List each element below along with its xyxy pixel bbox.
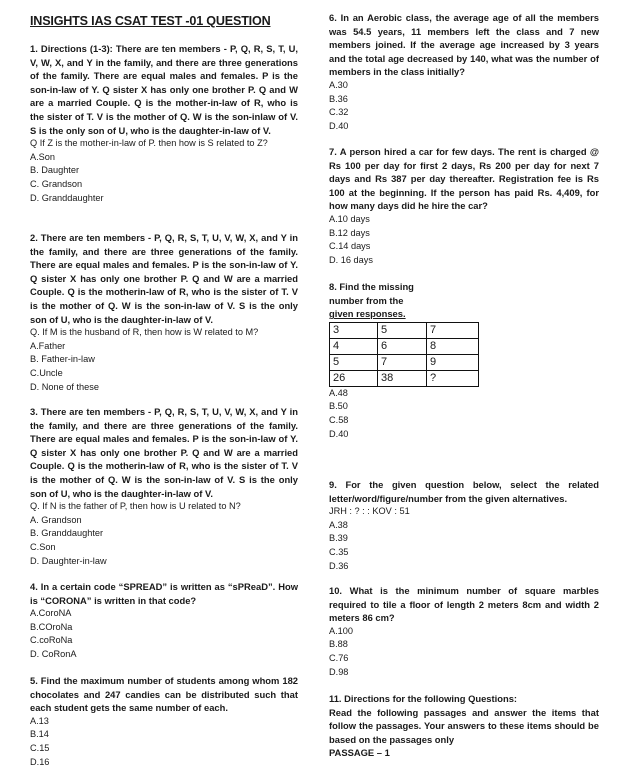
option-b: B.36 <box>329 93 348 104</box>
option-c: C.32 <box>329 107 349 118</box>
question-stem-line: number from the <box>329 294 404 306</box>
question-stem: 9. For the given question below, select the related letter/word/figure/number from the given alternatives. <box>329 479 599 504</box>
option-c: C.35 <box>329 546 349 557</box>
question-5 <box>30 674 298 769</box>
option-d: D. Granddaughter <box>30 192 104 203</box>
question-prompt: Q. If M is the husband of R, then how is W related to M? <box>30 327 259 338</box>
option-a: A.CoroNA <box>30 608 72 619</box>
option-a: A.13 <box>30 715 49 726</box>
question-stem: 4. In a certain code “SPREAD” is written as “sPReaD”. How is “CORONA” is written in that code? <box>30 581 298 606</box>
option-b: B. Father-in-law <box>30 354 95 365</box>
page-title: INSIGHTS IAS CSAT TEST -01 QUESTION <box>30 14 271 28</box>
grid-cell: 9 <box>427 354 479 370</box>
question-9 <box>329 478 599 573</box>
option-d: D.36 <box>329 560 349 571</box>
question-stem: 10. What is the minimum number of square marbles required to tile a floor of length 2 meters 8cm and width 2 meters 86 cm? <box>329 585 599 624</box>
question-stem-line: given responses. <box>329 308 406 320</box>
option-c: C.58 <box>329 414 349 425</box>
grid-cell: 8 <box>427 338 479 354</box>
question-stem: 1. Directions (1-3): There are ten members - P, Q, R, S, T, U, V, W, X, and Y in the family, and there are three generations of the family. There are equal males and females. P is the son-in-law of Y. Q sister X has only one brother P. Q and W are a married Couple. Q is the mother-in-law of R, who is the sister of T. V is the mother of Q. W is the son-inlaw of V. S is the only son of U, who is the daughter-in-law of V. <box>30 43 298 136</box>
option-b: B. Granddaughter <box>30 528 104 539</box>
grid-cell: 4 <box>330 338 378 354</box>
question-stem: 6. In an Aerobic class, the average age of all the members was 54.5 years, 11 members left the class and 7 new members joined. If the average age increased by 3 years and the total age decreased by 140, what was the number of members in the class initially? <box>329 12 599 78</box>
question-7 <box>329 145 599 267</box>
option-c: C.14 days <box>329 241 371 252</box>
option-c: C.76 <box>329 652 349 663</box>
option-b: B.39 <box>329 533 348 544</box>
option-c: C.Uncle <box>30 367 63 378</box>
question-10 <box>329 584 599 679</box>
option-a: A.30 <box>329 79 348 90</box>
option-d: D. CoRonA <box>30 648 77 659</box>
option-a: A.10 days <box>329 213 370 224</box>
question-8 <box>329 280 599 441</box>
grid-row <box>330 338 479 354</box>
option-a: A.100 <box>329 625 354 636</box>
option-b: B.14 <box>30 729 49 740</box>
option-d: D.40 <box>329 428 349 439</box>
grid-cell: 6 <box>378 338 427 354</box>
option-a: A.38 <box>329 519 348 530</box>
option-a: A. Grandson <box>30 514 82 525</box>
grid-cell: 7 <box>378 354 427 370</box>
passage-label: PASSAGE – 1 <box>329 747 390 759</box>
option-b: B.88 <box>329 639 348 650</box>
option-d: D.16 <box>30 756 50 767</box>
grid-cell: 3 <box>330 322 378 338</box>
question-prompt: Q If Z is the mother-in-law of P. then how is S related to Z? <box>30 138 268 149</box>
question-6 <box>329 11 599 133</box>
option-a: A.48 <box>329 387 348 398</box>
option-b: B.50 <box>329 401 348 412</box>
option-d: D. 16 days <box>329 254 373 265</box>
option-d: D. Daughter-in-law <box>30 555 107 566</box>
grid-row <box>330 370 479 386</box>
option-d: D. None of these <box>30 381 99 392</box>
option-c: C.Son <box>30 541 56 552</box>
option-c: C. Grandson <box>30 178 83 189</box>
grid-cell: 26 <box>330 370 378 386</box>
option-c: C.15 <box>30 742 50 753</box>
question-stem: 3. There are ten members - P, Q, R, S, T, U, V, W, X, and Y in the family, and there are three generations of the family. There are equal males and females. P is the son-in-law of Y. Q sister X has only one brother P. Q and W are a married Couple. Q is the motherin-law of R, who is the sister of T. V is the mother of Q. W is the son-in-law of V. S is the only son of U, who is the daughter-in-law of V. <box>30 406 298 499</box>
question-3 <box>30 405 298 568</box>
grid-cell: 5 <box>330 354 378 370</box>
question-stem: Read the following passages and answer the items that follow the passages. Your answers to these items should be based on the passages only <box>329 706 599 745</box>
grid-cell: ? <box>427 370 479 386</box>
grid-row <box>330 354 479 370</box>
question-stem: 2. There are ten members - P, Q, R, S, T, U, V, W, X, and Y in the family, and there are three generations of the family. There are equal males and females. P is the son-in-law of Y. Q sister X has only one brother P. Q and W are a married Couple. Q is the motherin-law of R, who is the sister of T. V is the mother of Q. W is the son-in-law of V. S is the only son of U, who is the daughter-in-law of V. <box>30 232 298 325</box>
question-1 <box>30 42 298 205</box>
option-c: C.coRoNa <box>30 635 73 646</box>
option-b: B.COroNa <box>30 621 73 632</box>
number-grid <box>329 322 479 387</box>
question-heading: 11. Directions for the following Questions: <box>329 693 518 704</box>
question-4 <box>30 580 298 662</box>
option-d: D.40 <box>329 120 349 131</box>
option-d: D.98 <box>329 666 349 677</box>
question-11 <box>329 692 599 760</box>
question-stem: 7. A person hired a car for few days. The rent is charged @ Rs 100 per day for first 2 days, Rs 200 per day for next 7 days and Rs 387 per day thereafter. Registration fee is Rs 100 at the beginning. If the person has paid Rs. 4,409, for how many days did he hire the car? <box>329 146 599 212</box>
question-2 <box>30 231 298 394</box>
question-stem: 5. Find the maximum number of students among whom 182 chocolates and 247 candies can be distributed such that each student gets the same number of each. <box>30 675 298 714</box>
grid-row <box>330 322 479 338</box>
option-b: B. Daughter <box>30 165 80 176</box>
grid-cell: 5 <box>378 322 427 338</box>
option-a: A.Father <box>30 340 66 351</box>
grid-cell: 7 <box>427 322 479 338</box>
option-b: B.12 days <box>329 227 370 238</box>
grid-cell: 38 <box>378 370 427 386</box>
option-a: A.Son <box>30 151 56 162</box>
question-stem-line: 8. Find the missing <box>329 281 414 292</box>
question-prompt: Q. If N is the father of P, then how is U related to N? <box>30 501 241 512</box>
question-prompt: JRH : ? : : KOV : 51 <box>329 506 410 517</box>
